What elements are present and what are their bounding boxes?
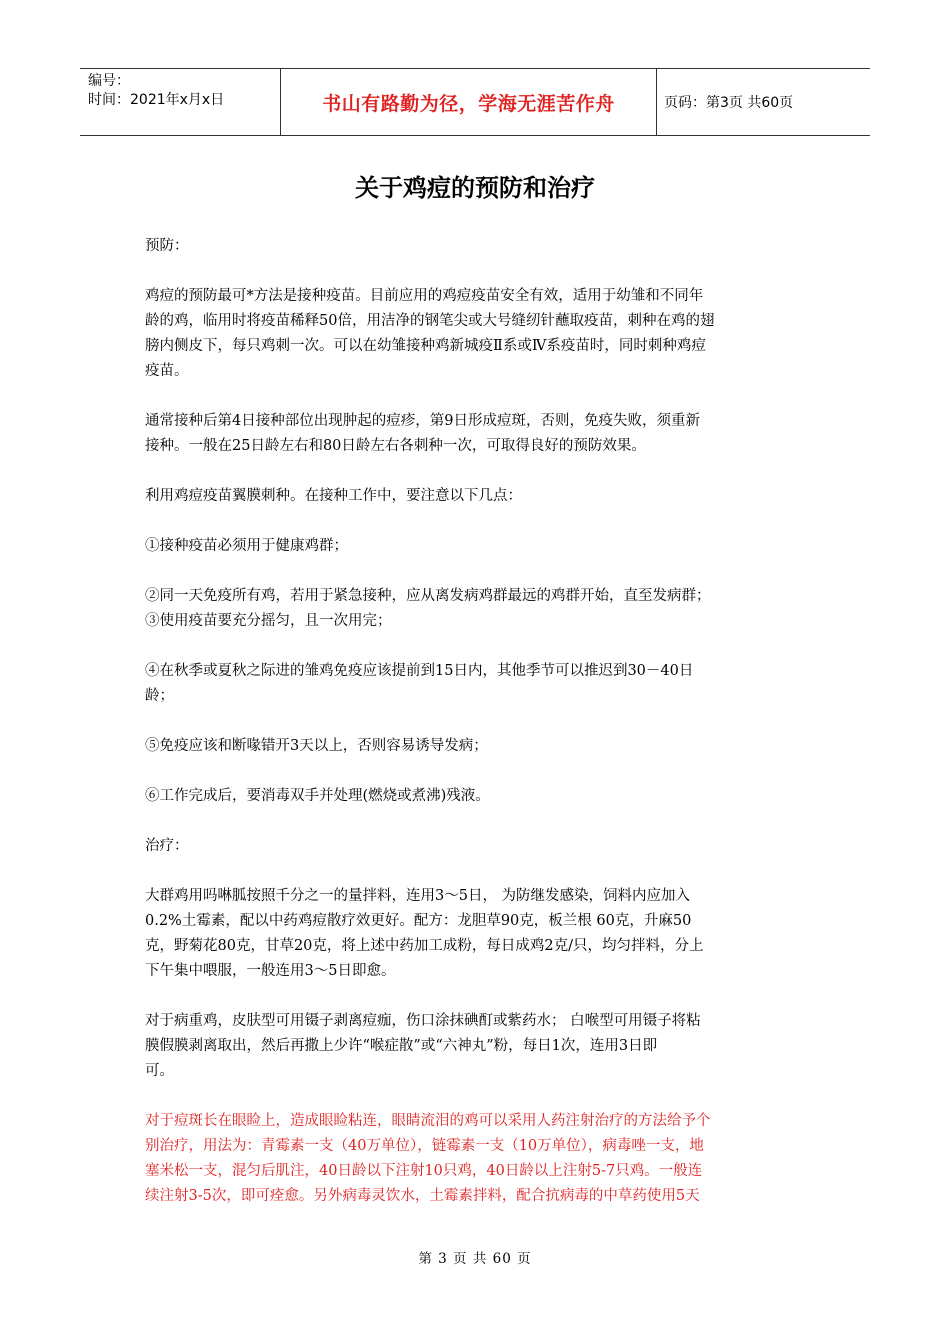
- document-title: 关于鸡痘的预防和治疗: [355, 174, 595, 202]
- page-footer: 第 3 页 共 60 页: [418, 1251, 532, 1267]
- paragraph-prevention-heading: [145, 234, 810, 259]
- header-meta: [80, 69, 280, 135]
- text-line: 龄的鸡，临用时将疫苗稀释50倍，用洁净的钢笔尖或大号缝纫针蘸取疫苗，刺种在鸡的翅: [145, 313, 715, 329]
- text-line: 大群鸡用吗啉胍按照千分之一的量拌料，连用3～5日， 为防继发感染，饲料内应加入: [145, 888, 691, 904]
- paragraph-point-2: [145, 584, 810, 609]
- text-line: 鸡痘的预防最可*方法是接种疫苗。目前应用的鸡痘疫苗安全有效，适用于幼雏和不同年: [145, 288, 704, 304]
- text-line: 膀内侧皮下，每只鸡刺一次。可以在幼雏接种鸡新城疫Ⅱ系或Ⅳ系疫苗时，同时刺种鸡痘: [145, 338, 706, 354]
- document-body: [145, 234, 810, 1234]
- text-line: 龄；: [145, 688, 174, 704]
- text-line: 别治疗，用法为：青霉素一支（40万单位），链霉素一支（10万单位），病毒唑一支，地: [145, 1138, 704, 1154]
- paragraph-wing-web: [145, 484, 810, 509]
- document-number-label: 编号：: [88, 73, 130, 89]
- text-line: ④在秋季或夏秋之际进的雏鸡免疫应该提前到15日内，其他季节可以推迟到30－40日: [145, 663, 694, 679]
- text-line: 续注射3-5次，即可痊愈。另外病毒灵饮水，土霉素拌料，配合抗病毒的中草药使用5天: [145, 1188, 700, 1204]
- paragraph-treatment-heading: [145, 834, 810, 859]
- paragraph-eyelid-treatment: [145, 1109, 810, 1209]
- text-line: ③使用疫苗要充分摇匀，且一次用完；: [145, 613, 392, 629]
- text-line: 治疗：: [145, 838, 189, 854]
- document-date-label: 时间：2021年x月x日: [88, 92, 225, 108]
- text-line: 利用鸡痘疫苗翼膜刺种。在接种工作中，要注意以下几点：: [145, 488, 522, 504]
- text-line: 通常接种后第4日接种部位出现肿起的痘疹，第9日形成痘斑，否则，免疫失败，须重新: [145, 413, 700, 429]
- paragraph-point-6: [145, 784, 810, 809]
- text-line: 克，野菊花80克，甘草20克，将上述中药加工成粉，每日成鸡2克/只，均匀拌料，分上: [145, 938, 704, 954]
- header-motto: 书山有路勤为径，学海无涯苦作舟: [280, 69, 657, 135]
- paragraph-point-5: [145, 734, 810, 759]
- text-line: 膜假膜剥离取出，然后再撒上少许“喉症散”或“六神丸”粉，每日1次，连用3日即: [145, 1038, 658, 1054]
- text-line: 可。: [145, 1063, 174, 1079]
- text-line: ⑤免疫应该和断喙错开3天以上，否则容易诱导发病；: [145, 738, 488, 754]
- text-line: 对于痘斑长在眼睑上，造成眼睑粘连，眼睛流泪的鸡可以采用人药注射治疗的方法给予个: [145, 1113, 711, 1129]
- text-line: 疫苗。: [145, 363, 189, 379]
- text-line: 接种。一般在25日龄左右和80日龄左右各刺种一次，可取得良好的预防效果。: [145, 438, 646, 454]
- text-line: 塞米松一支，混匀后肌注，40日龄以下注射10只鸡，40日龄以上注射5-7只鸡。一般连: [145, 1163, 703, 1179]
- paragraph-point-1: [145, 534, 810, 559]
- page-header: [80, 68, 870, 136]
- paragraph-point-4: [145, 659, 810, 709]
- paragraph-vaccine-intro: [145, 284, 810, 384]
- text-line: ②同一天免疫所有鸡，若用于紧急接种，应从离发病鸡群最远的鸡群开始，直至发病群；: [145, 588, 711, 604]
- text-line: ①接种疫苗必须用于健康鸡群；: [145, 538, 348, 554]
- paragraph-point-3: [145, 609, 810, 634]
- text-line: 预防：: [145, 238, 189, 254]
- paragraph-severe-cases: [145, 1009, 810, 1084]
- text-line: ⑥工作完成后，要消毒双手并处理(燃烧或煮沸)残液。: [145, 788, 490, 804]
- text-line: 下午集中喂服，一般连用3～5日即愈。: [145, 963, 396, 979]
- paragraph-flock-treatment: [145, 884, 810, 984]
- text-line: 0.2%土霉素，配以中药鸡痘散疗效更好。配方：龙胆草90克，板兰根 60克，升麻50: [145, 913, 692, 929]
- text-line: 对于病重鸡，皮肤型可用镊子剥离痘痂，伤口涂抹碘酊或紫药水； 白喉型可用镊子将粘: [145, 1013, 701, 1029]
- header-page-code: 页码：第3页 共60页: [664, 95, 794, 111]
- paragraph-vaccine-reaction: [145, 409, 810, 459]
